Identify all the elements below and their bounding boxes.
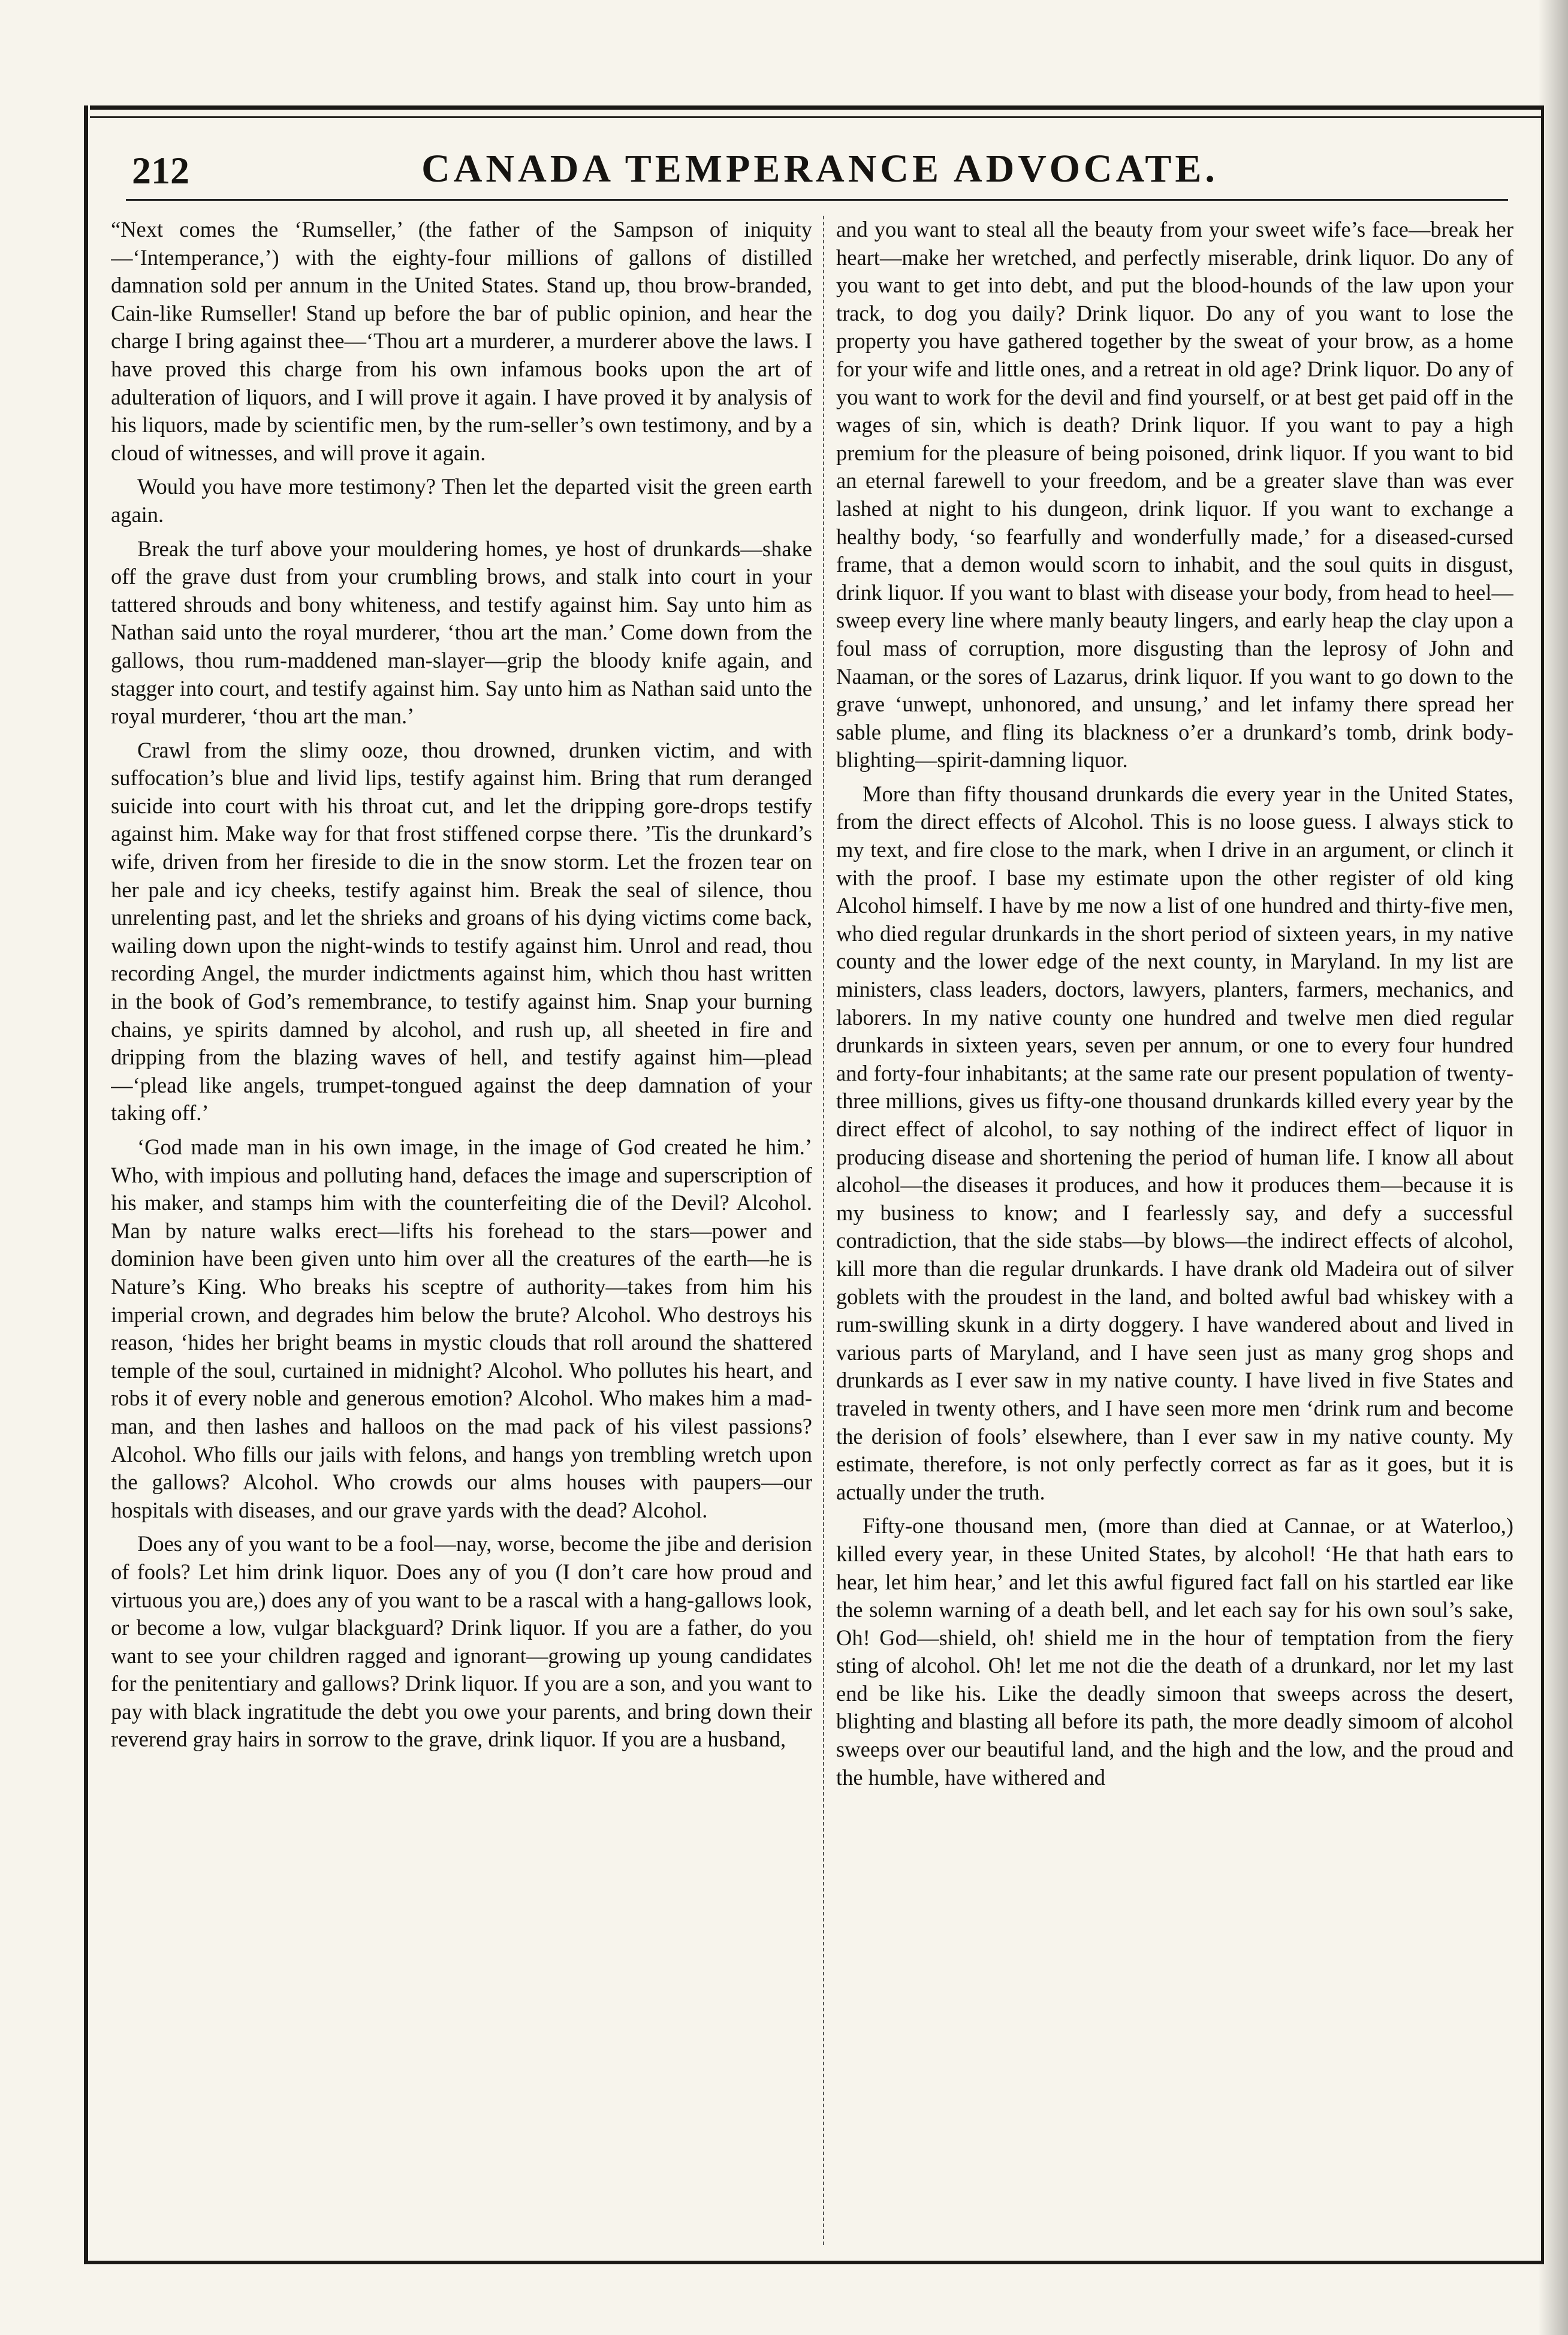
paragraph: ‘God made man in his own image, in the image of God created he him.’ Who, with impious and polluting hand, defaces the image and superscription of his maker, and stamps him with the counterfeiting die of the Devil? Alcohol. Man by nature walks erect—lifts his forehead to the stars—power and dominion have been given unto him over all the creatures of the earth—he is Nature’s King. Who breaks his sceptre of authority—takes from him his imperial crown, and degrades him below the brute? Alcohol. Who destroys his reason, ‘hides her bright beams in mystic clouds that roll around the shattered temple of the soul, curtained in midnight? Alcohol. Who pollutes his heart, and robs it of every noble and generous emotion? Alcohol. Who makes him a mad-man, and then lashes and halloos on the mad pack of his vilest passions? Alcohol. Who fills our jails with felons, and hangs yon trembling wretch upon the gallows? Alcohol. Who crowds our alms houses with paupers—our hospitals with diseases, and our grave yards with the dead? Alcohol. bbox=[111, 1135, 812, 1522]
paragraph: Does any of you want to be a fool—nay, worse, become the jibe and derision of fools? Let him drink liquor. Does any of you (I don’t care how proud and virtuous you are,) does any of you want to be a rascal with a hang-gallows look, or become a low, vulgar blackguard? Drink liquor. If you are a father, do you want to see your children ragged and ignorant—growing up young candidates for the penitentiary and gallows? Drink liquor. If you are a son, and you want to pay with black ingratitude the debt you owe your parents, and bring down their reverend gray hairs in sorrow to the grave, drink liquor. If you are a husband, bbox=[111, 1531, 812, 1752]
paragraph: More than fifty thousand drunkards die every year in the United States, from the direct effects of Alcohol. This is no loose guess. I always stick to my text, and fire close to the mark, when I drive in an argument, or clinch it with the proof. I base my estimate upon the other register of old king Alcohol himself. I have by me now a list of one hundred and thirty-five men, who died regular drunkards in the short period of sixteen years, in my native county and the lower edge of the next county, in Maryland. In my list are ministers, class leaders, doctors, lawyers, planters, farmers, mechanics, and laborers. In my native county one hundred and twelve men died regular drunkards in sixteen years, seven per annum, or one to every four hundred and forty-four inhabitants; at the same rate our present population of twenty-three millions, gives us fifty-one thousand drunkards killed every year by the direct effect of alcohol, to say nothing of the indirect effect of liquor in producing disease and shortening the period of human life. I know all about alcohol—the diseases it produces, and how it produces them—because it is my business to know; and I fearlessly say, and defy a successful contradiction, that the side stabs—by blows—the indirect effects of alcohol, kill more than die regular drunkards. I have drank old Madeira out of silver goblets with the proudest in the land, and bolted awful bad whiskey with a rum-swilling skunk in a dirty doggery. I have wandered about and lived in various parts of Maryland, and I have seen just as many grog shops and drunkards as I ever saw in my native county. I have lived in five States and traveled in twenty others, and I have seen more men ‘drink rum and become the derision of fools’ elsewhere, than I ever saw in my native county. My estimate, therefore, is not only perfectly correct as far as it goes, but it is actually under the truth. bbox=[836, 781, 1513, 1504]
frame-bottom-rule bbox=[84, 2261, 1544, 2264]
header-rule bbox=[126, 199, 1508, 201]
paragraph: Would you have more testimony? Then let the departed visit the green earth again. bbox=[111, 474, 812, 527]
paragraph: “Next comes the ‘Rumseller,’ (the father of the Sampson of iniquity—‘Intemperance,’) with the eighty-four millions of gallons of distilled damnation sold per annum in the United States. Stand up, thou brow-branded, Cain-like Rumseller! Stand up before the bar of public opinion, and hear the charge I bring against thee—‘Thou art a murderer, a murderer above the laws. I have proved this charge from his own infamous books upon the art of adulteration of liquors, and I will prove it again. I have proved it by analysis of his liquors, made by scientific men, by the rum-seller’s own testimony, and by a cloud of witnesses, and will prove it again. bbox=[111, 217, 812, 465]
paragraph: and you want to steal all the beauty from your sweet wife’s face—break her heart—make her wretched, and perfectly miserable, drink liquor. Do any of you want to get into debt, and put the blood-hounds of the law upon your track, to dog you daily? Drink liquor. Do any of you want to lose the property you have gathered together by the sweat of your brow, as a home for your wife and little ones, and a retreat in old age? Drink liquor. Do any of you want to work for the devil and find yourself, or at best get paid off in the wages of sin, which is death? Drink liquor. If you want to pay a high premium for the pleasure of being poisoned, drink liquor. If you want to bid an eternal farewell to your freedom, and be a greater slave than was ever lashed at night to his dungeon, drink liquor. If you want to exchange a healthy body, ‘so fearfully and wonderfully made,’ for a diseased-cursed frame, that a demon would scorn to inhabit, and the soul quits in disgust, drink liquor. If you want to blast with disease your body, from head to heel—sweep every line where manly beauty lingers, and early heap the clay upon a foul mass of corruption, more disgusting than the leprosy of John and Naaman, or the sores of Lazarus, drink liquor. If you want to go down to the grave ‘unwept, unhonored, and unsung,’ and let infamy there spread her sable plume, and fling its blackness o’er a drunkard’s tomb, drink body-blighting—spirit-damning liquor. bbox=[836, 217, 1513, 773]
paragraph: Crawl from the slimy ooze, thou drowned, drunken victim, and with suffocation’s blue and livid lips, testify against him. Bring that rum deranged suicide into court with his throat cut, and let the dripping gore-drops testify against him. Make way for that frost stiffened corpse there. ’Tis the drunkard’s wife, driven from her fireside to die in the snow storm. Let the frozen tear on her pale and icy cheeks, testify against him. Break the seal of silence, thou unrelenting past, and let the shrieks and groans of his dying victims come back, wailing down upon the night-winds to testify against him. Unrol and read, thou recording Angel, the murder indictments against him, which thou hast written in the book of God’s remembrance, to testify against him. Snap your burning chains, ye spirits damned by alcohol, and rush up, all sheeted in fire and dripping from the blazing waves of hell, and testify against him—plead—‘plead like angels, trumpet-tongued against the deep damnation of your taking off.’ bbox=[111, 737, 812, 1126]
paragraph: Break the turf above your mouldering homes, ye host of drunkards—shake off the grave dust from your crumbling brows, and stalk into court in your tattered shrouds and bony whiteness, and testify against him. Say unto him as Nathan said unto the royal murderer, ‘thou art the man.’ Come down from the gallows, thou rum-maddened man-slayer—grip the bloody knife again, and stagger into court, and testify against him. Say unto him as Nathan said unto the royal murderer, ‘thou art the man.’ bbox=[111, 536, 812, 729]
frame-left-rule bbox=[84, 105, 88, 2264]
page-title: CANADA TEMPERANCE ADVOCATE. bbox=[421, 147, 1219, 191]
page-number: 212 bbox=[132, 149, 189, 192]
frame-top-inner-rule bbox=[90, 116, 1544, 118]
page-header bbox=[120, 144, 1520, 192]
paragraph: Fifty-one thousand men, (more than died at Cannae, or at Waterloo,) killed every year, in these United States, by alcohol! ‘He that hath ears to hear, let him hear,’ and let this awful figured fact fall on his startled ear like the solemn warning of a death bell, and let each say for his own soul’s sake, Oh! God—shield, oh! shield me in the hour of temptation from the fiery sting of alcohol. Oh! let me not die the death of a drunkard, nor let my last end be like his. Like the deadly simoon that sweeps across the desert, blighting and blasting all before its path, the more deadly simoom of alcohol sweeps over our beautiful land, and the high and the low, and the proud and the humble, have withered and bbox=[836, 1513, 1513, 1790]
left-column bbox=[111, 216, 812, 2251]
right-column bbox=[836, 216, 1513, 2251]
page-edge-shadow bbox=[1538, 0, 1568, 2335]
frame-top-rule bbox=[90, 105, 1544, 110]
column-divider bbox=[823, 216, 824, 2245]
